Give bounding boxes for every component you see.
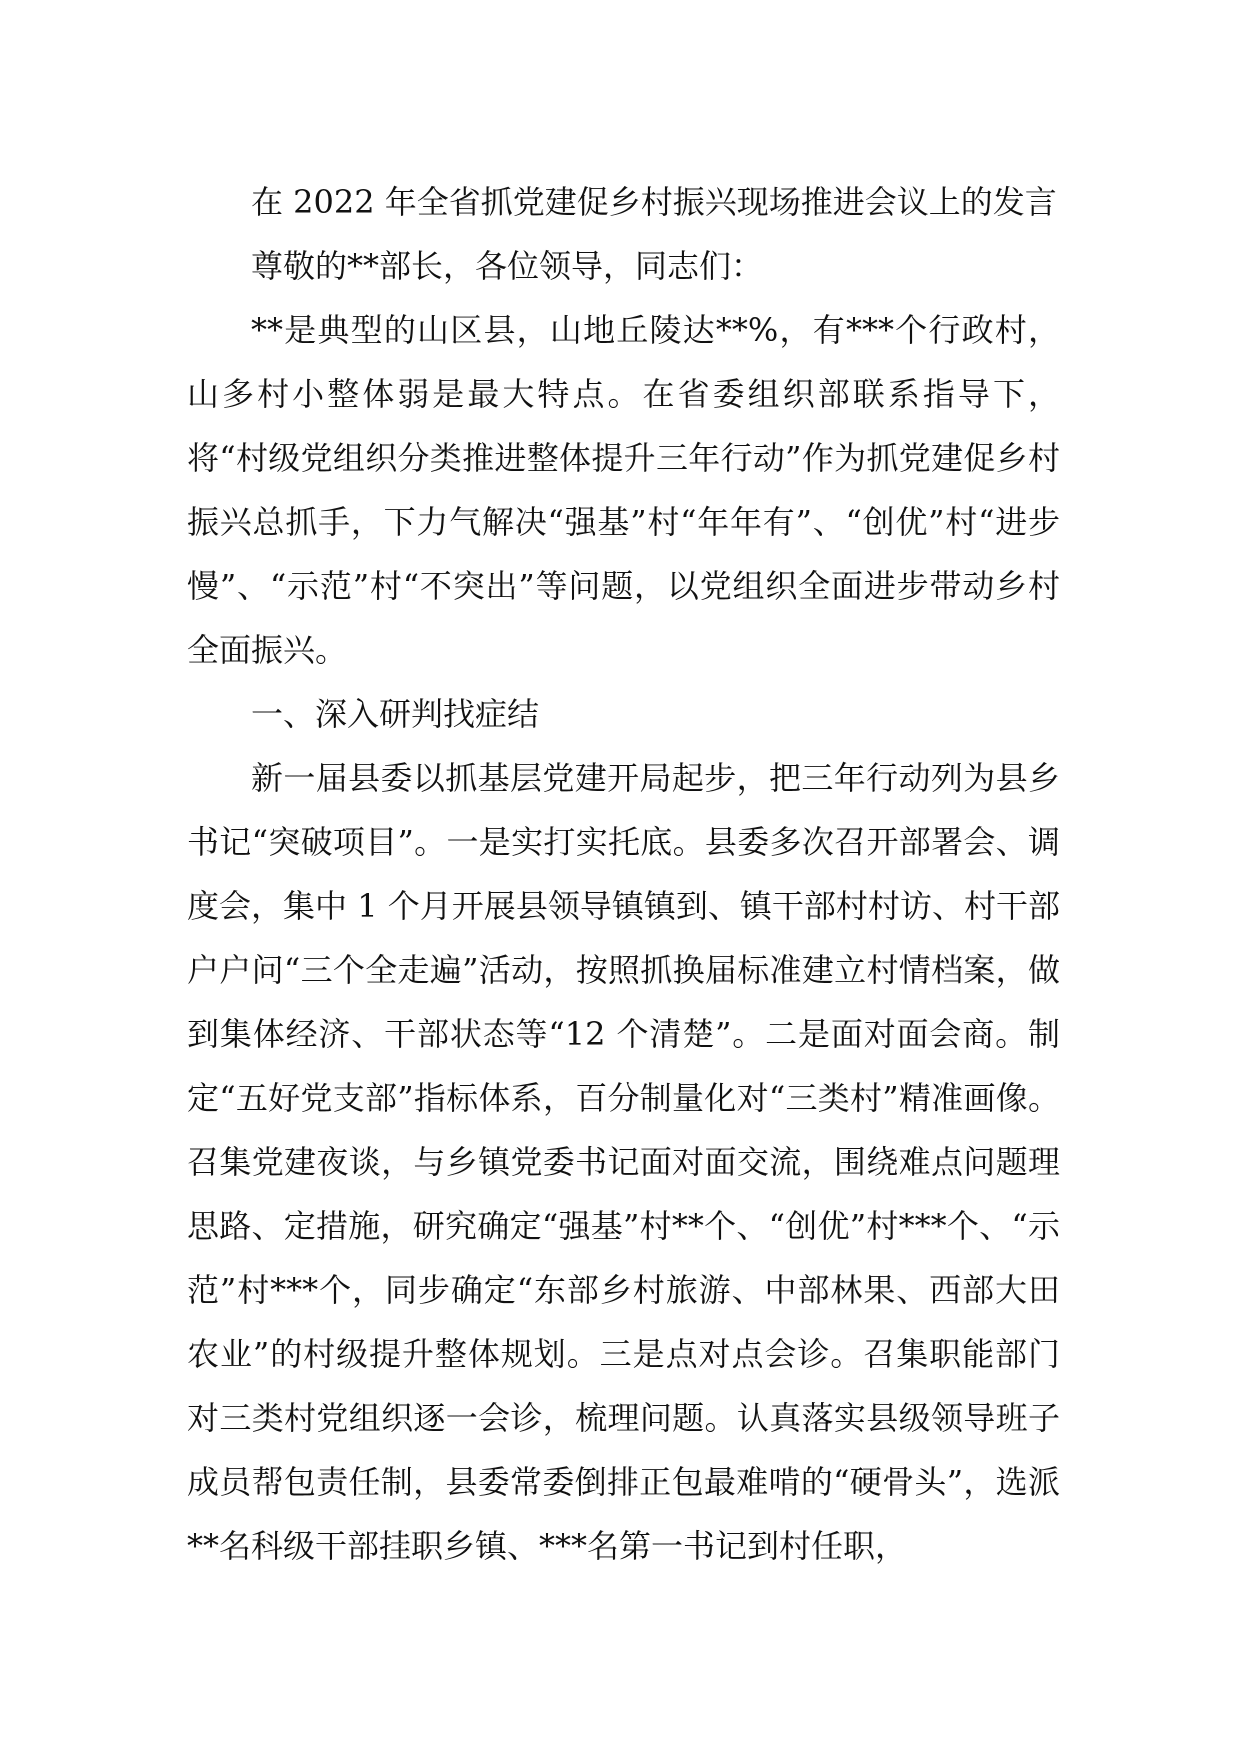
document-body	[187, 170, 1060, 1578]
paragraph-section-1: 新一届县委以抓基层党建开局起步，把三年行动列为县乡书记“突破项目”。一是实打实托底。县委多次召开部署会、调度会，集中 1 个月开展县领导镇镇到、镇干部村村访、村干部户户问“三个全走遍”活动，按照抓换届标准建立村情档案，做到集体经济、干部状态等“12 个清楚”。二是面对面会商。制定“五好党支部”指标体系，百分制量化对“三类村”精准画像。召集党建夜谈，与乡镇党委书记面对面交流，围绕难点问题理思路、定措施，研究确定“强基”村**个、“创优”村***个、“示范”村***个，同步确定“东部乡村旅游、中部林果、西部大田农业”的村级提升整体规划。三是点对点会诊。召集职能部门对三类村党组织逐一会诊，梳理问题。认真落实县级领导班子成员帮包责任制，县委常委倒排正包最难啃的“硬骨头”，选派**名科级干部挂职乡镇、***名第一书记到村任职，	[187, 759, 1060, 1565]
salutation: 尊敬的**部长，各位领导，同志们：	[251, 247, 764, 285]
section-heading: 一、深入研判找症结	[251, 695, 540, 733]
document-title: 在 2022 年全省抓党建促乡村振兴现场推进会议上的发言	[251, 183, 1057, 221]
paragraph-intro: **是典型的山区县，山地丘陵达**%，有***个行政村，山多村小整体弱是最大特点。在省委组织部联系指导下，将“村级党组织分类推进整体提升三年行动”作为抓党建促乡村振兴总抓手，下力气解决“强基”村“年年有”、“创优”村“进步慢”、“示范”村“不突出”等问题，以党组织全面进步带动乡村全面振兴。	[187, 311, 1060, 669]
